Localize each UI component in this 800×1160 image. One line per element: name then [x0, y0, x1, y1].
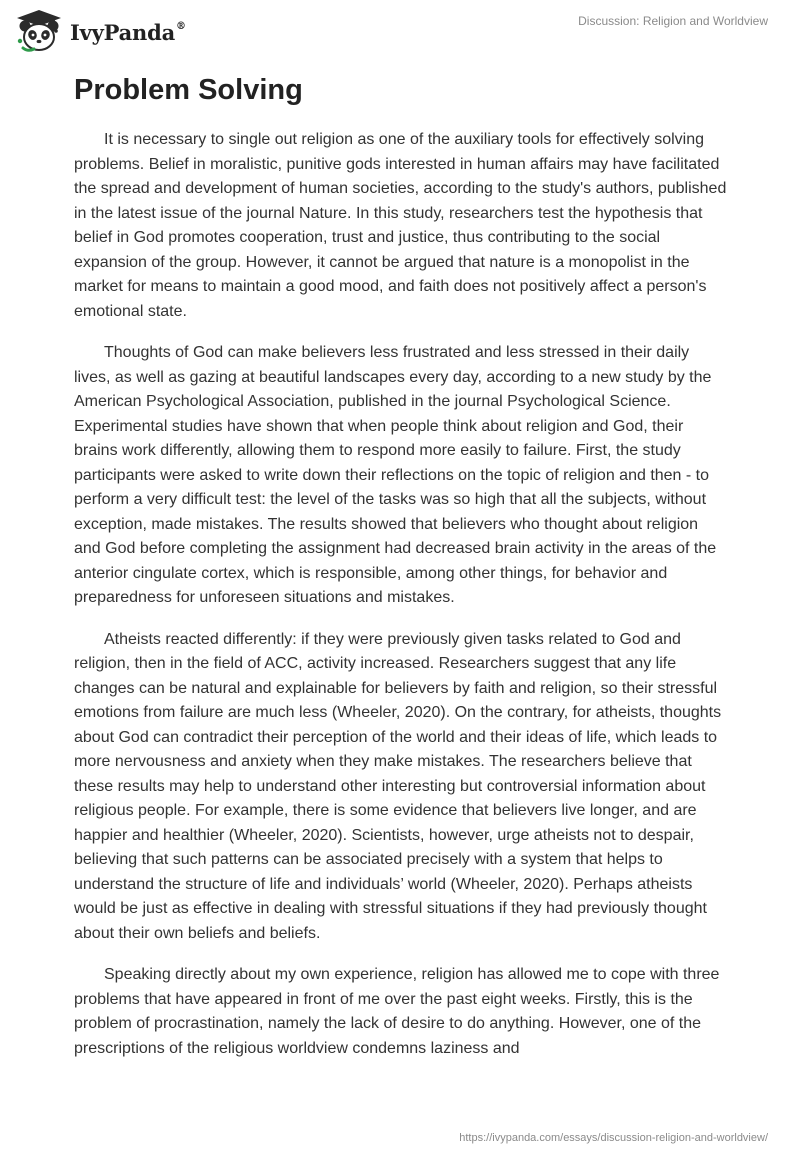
paragraph: Thoughts of God can make believers less frustrated and less stressed in their daily lives, as well as gazing at beautiful landscapes every day, according to a new study by the American Psychological Association, published in the journal Psychological Science. Experimental studies have shown that when people think about religion and God, their brains work differently, allowing them to respond more easily to failure. First, the study participants were asked to write down their reflections on the topic of religion and then - to perform a very difficult test: the level of the tasks was so high that all the subjects, without exception, made mistakes. The results showed that believers who thought about religion and God before completing the assignment had decreased brain activity in the areas of the anterior cingulate cortex, which is responsible, among other things, for behavior and preparedness for unforeseen situations and mistakes.	[74, 344, 717, 606]
panda-graduate-icon	[14, 8, 64, 54]
page-header	[0, 0, 800, 62]
source-url[interactable]: https://ivypanda.com/essays/discussion-religion-and-worldview/	[459, 1132, 768, 1144]
document-title: Discussion: Religion and Worldview	[578, 14, 768, 28]
paragraph: It is necessary to single out religion as one of the auxiliary tools for effectively solving problems. Belief in moralistic, punitive gods interested in human affairs may have facilitated the spread and development of human societies, according to the study's authors, published in the latest issue of the journal Nature. In this study, researchers test the hypothesis that belief in God promotes cooperation, trust and justice, thus contributing to the social expansion of the group. However, it cannot be argued that nature is a monopolist in the market for means to maintain a good mood, and faith does not positively affect a person's emotional state.	[74, 131, 727, 320]
article-body	[74, 70, 728, 1078]
section-heading: Problem Solving	[74, 74, 303, 106]
brand-logo[interactable]	[14, 8, 186, 54]
paragraph: Atheists reacted differently: if they were previously given tasks related to God and religion, then in the field of ACC, activity increased. Researchers suggest that any life changes can be natural and explainable for believers by faith and religion, so their stressful emotions from failure are much less (Wheeler, 2020). On the contrary, for atheists, thoughts about God can contradict their perception of the world and their ideas of life, which leads to more nervousness and anxiety when they make mistakes. The researchers believe that these results may help to understand other interesting but controversial information about religious people. For example, there is some evidence that believers live longer, and are happier and healthier (Wheeler, 2020). Scientists, however, urge atheists not to despair, believing that such patterns can be associated precisely with a system that helps to understand the structure of life and individuals’ world (Wheeler, 2020). Perhaps atheists would be just as effective in dealing with stressful situations if they had previously thought about their own beliefs and beliefs.	[74, 630, 722, 942]
brand-name: IvyPanda®	[70, 19, 186, 45]
paragraph: Speaking directly about my own experience, religion has allowed me to cope with three problems that have appeared in front of me over the past eight weeks. Firstly, this is the problem of procrastination, namely the lack of desire to do anything. However, one of the prescriptions of the religious worldview condemns laziness and	[74, 966, 720, 1057]
